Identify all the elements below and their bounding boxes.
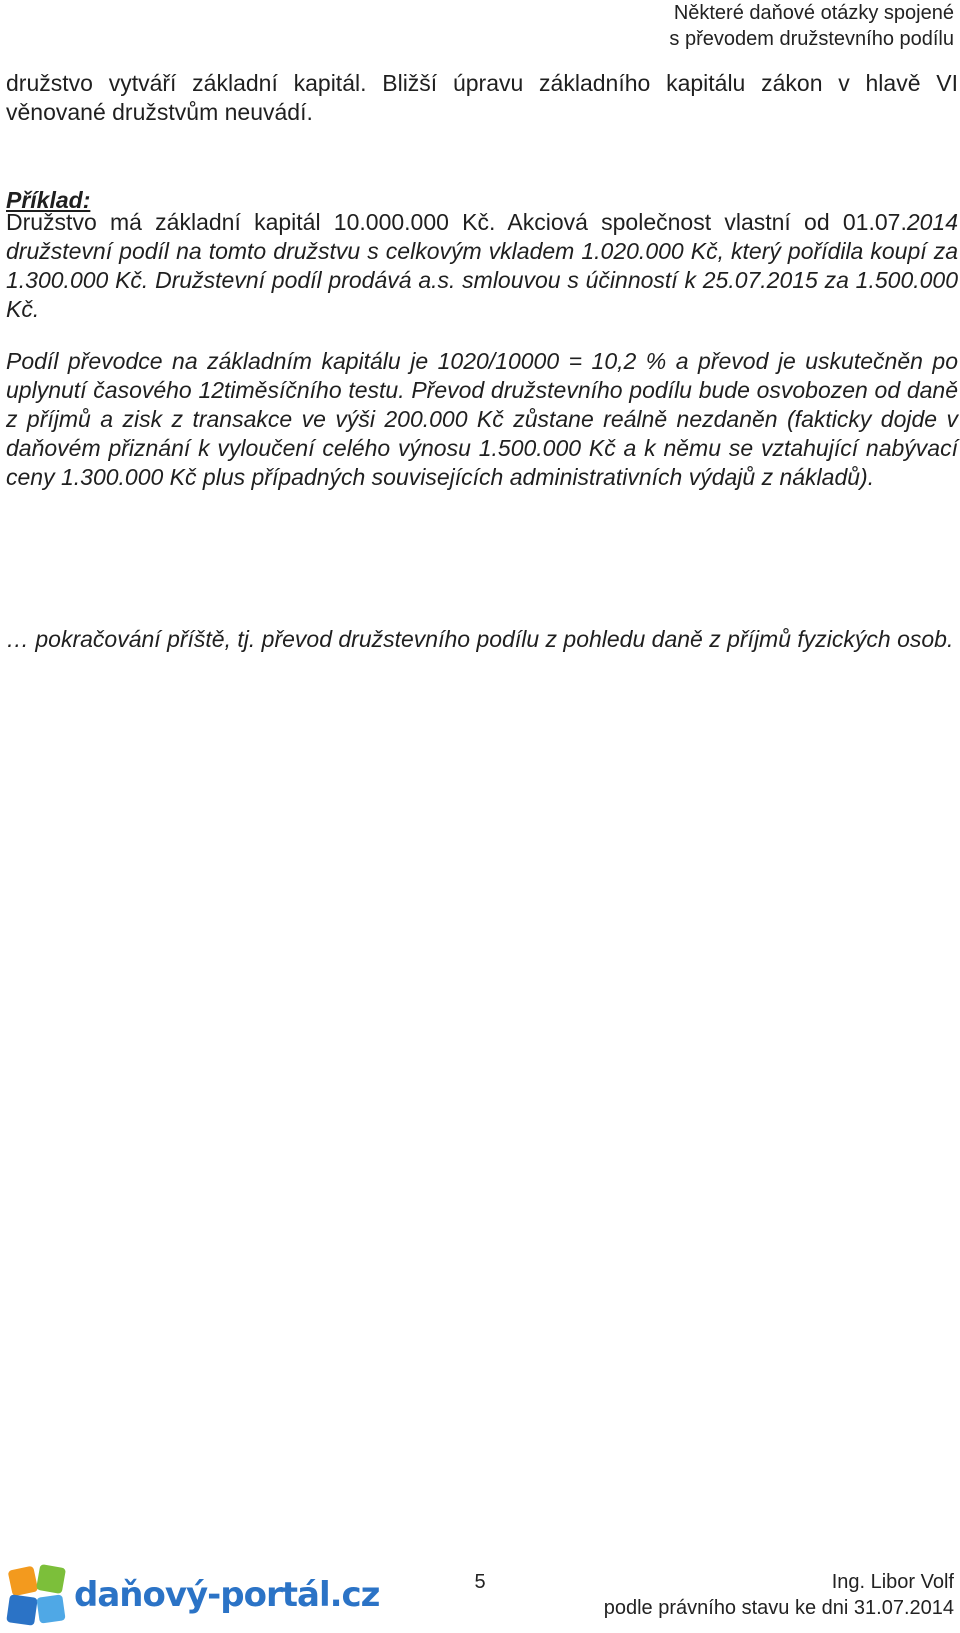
footer-author: Ing. Libor Volf	[831, 1571, 954, 1593]
header-line-1: Některé daňové otázky spojené	[673, 2, 954, 24]
footer-state-date: podle právního stavu ke dni 31.07.2014	[603, 1597, 954, 1619]
footer-author-block	[604, 1569, 954, 1621]
header-line-2: s převodem družstevního podílu	[669, 28, 954, 50]
example-paragraph-1	[6, 208, 958, 324]
continuation-paragraph: … pokračování příště, tj. převod družstevního podílu z pohledu daně z příjmů fyzických osob.	[6, 626, 954, 652]
portal-logo-text: daňový-portál.cz	[74, 1575, 380, 1615]
page-number: 5	[474, 1571, 486, 1593]
intro-paragraph: družstvo vytváří základní kapitál. Bližší úpravu základního kapitálu zákon v hlavě VI věnované družstvům neuvádí.	[6, 70, 958, 125]
example-heading: Příklad:	[6, 187, 91, 213]
example-paragraph-1-upright: Družstvo má základní kapitál 10.000.000 Kč. Akciová společnost vlastní od 01.07.	[6, 209, 907, 235]
example-paragraph-2: Podíl převodce na základním kapitálu je 1020/10000 = 10,2 % a převod je uskutečněn po uplynutí časového 12timěsíčního testu. Převod družstevního podílu bude osvobozen od daně z příjmů a zisk z transakce ve výši 200.000 Kč zůstane reálně nezdaněn (fakticky dojde v daňovém přiznání k vyloučení celého výnosu 1.500.000 Kč a k němu se vztahující nabývací ceny 1.300.000 Kč plus případných souvisejících administrativních výdajů z nákladů).	[6, 348, 958, 490]
page-header	[669, 0, 954, 52]
example-paragraph-1-italic: 2014 družstevní podíl na tomto družstvu s celkovým vkladem 1.020.000 Kč, který pořídila koupí za 1.300.000 Kč. Družstevní podíl prodává a.s. smlouvou s účinností k 25.07.2015 za 1.500.000 Kč.	[6, 209, 958, 322]
